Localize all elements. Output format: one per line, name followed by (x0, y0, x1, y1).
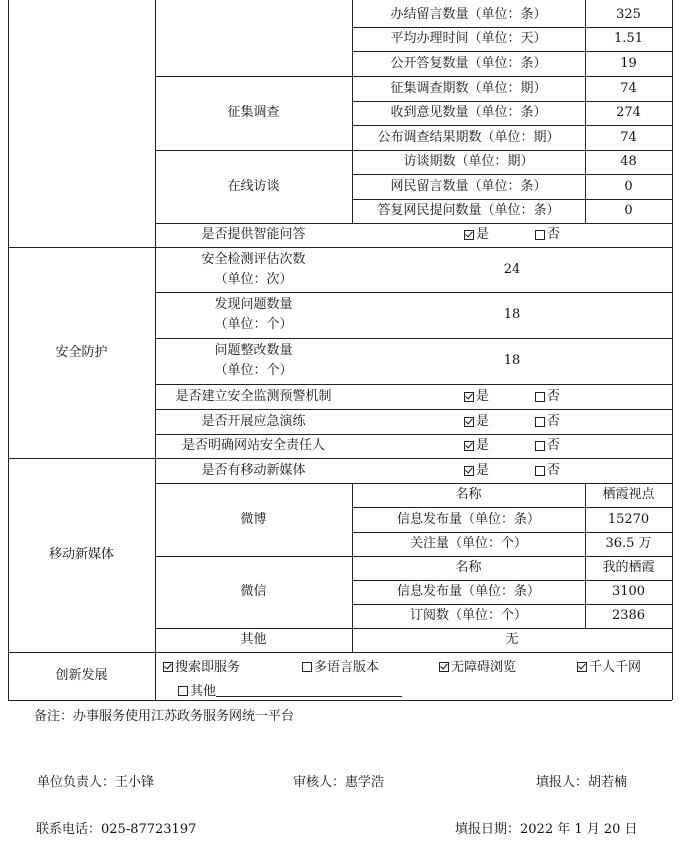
responsible-options (352, 434, 672, 458)
wechat-subs-label: 订阅数（单位：个） (409, 608, 527, 623)
no-option[interactable]: 否 (535, 462, 560, 480)
weibo-follow-label: 关注量（单位：个） (409, 536, 527, 551)
row-value: 274 (616, 105, 641, 120)
weibo-name-label: 名称 (455, 487, 482, 502)
contact-phone: 联系电话：025-87723197 (36, 822, 197, 837)
security-check-value: 24 (503, 261, 521, 277)
interview-title: 在线访谈 (227, 178, 280, 194)
row-label: 公布调查结果期数（单位：期） (377, 129, 560, 145)
drill-options (352, 409, 672, 434)
label-unit: （单位：次） (214, 271, 293, 287)
checkbox-checked-icon (577, 662, 587, 672)
row-value: 19 (620, 55, 637, 71)
yes-option[interactable]: 是 (464, 437, 489, 455)
other-media-value: 无 (505, 632, 519, 647)
checkbox-empty-icon (535, 441, 545, 451)
wechat-posts-value: 3100 (611, 584, 646, 599)
label-line: 问题整改数量 (214, 343, 293, 358)
option-label: 其他 (190, 684, 217, 699)
label-unit: （单位：个） (214, 363, 293, 378)
yes-option[interactable]: 是 (464, 413, 489, 431)
option-label: 千人千网 (589, 660, 642, 675)
security-fixed-label (155, 338, 352, 384)
row-label: 网民留言数量（单位：条） (390, 178, 547, 194)
wechat-subs-value: 2386 (611, 608, 646, 623)
checkbox-checked-icon (464, 417, 474, 427)
label-unit: （单位：个） (214, 317, 293, 332)
weibo-posts-value: 15270 (607, 511, 650, 527)
checkbox-checked-icon (439, 662, 449, 672)
no-option[interactable]: 否 (535, 437, 560, 455)
row-value: 0 (624, 203, 633, 218)
wechat-posts-label: 信息发布量（单位：条） (396, 584, 540, 599)
checkbox-checked-icon (464, 392, 474, 402)
label-line: 安全检测评估次数 (201, 251, 306, 267)
security-check-label (155, 247, 352, 292)
security-issues-label (155, 292, 352, 338)
note: 备注：办事服务使用江苏政务服务网统一平台 (34, 709, 295, 724)
row-value: 325 (616, 7, 641, 22)
reviewer: 审核人：惠学浩 (293, 775, 385, 790)
yes-option[interactable]: 是 (464, 226, 489, 244)
checkbox-empty-icon (535, 417, 545, 427)
has-media-options (352, 458, 672, 483)
checkbox-empty-icon (535, 230, 545, 240)
security-title: 安全防护 (55, 344, 108, 360)
smart-qa-options (352, 223, 672, 247)
security-fixed-value: 18 (503, 353, 521, 368)
option-label: 无障碍浏览 (451, 660, 517, 675)
no-option[interactable]: 否 (535, 388, 560, 406)
row-label: 收到意见数量（单位：条） (390, 105, 547, 120)
filler: 填报人：胡若楠 (536, 775, 628, 790)
checkbox-empty-icon (302, 662, 312, 672)
innovation-title: 创新发展 (55, 668, 108, 683)
survey-title: 征集调查 (227, 105, 280, 120)
row-value: 0 (624, 178, 633, 194)
warning-label: 是否建立安全监测预警机制 (175, 388, 332, 404)
checkbox-checked-icon (464, 466, 474, 476)
weibo-name-value: 栖霞视点 (602, 487, 655, 502)
row-label: 办结留言数量（单位：条） (390, 7, 547, 22)
unit-owner: 单位负责人：王小锋 (37, 775, 155, 790)
row-label: 访谈期数（单位：期） (403, 154, 534, 169)
row-value: 74 (620, 80, 637, 96)
label-line: 发现问题数量 (214, 297, 293, 312)
responsible-label: 是否明确网站安全责任人 (181, 438, 325, 453)
option-label: 多语言版本 (314, 660, 380, 675)
blank-line (216, 682, 402, 697)
checkbox-checked-icon (464, 230, 474, 240)
innovation-option-search[interactable] (163, 656, 240, 675)
innovation-option-personalized[interactable] (577, 656, 641, 675)
has-media-label: 是否有移动新媒体 (201, 462, 306, 478)
drill-label: 是否开展应急演练 (201, 413, 306, 429)
checkbox-checked-icon (163, 662, 173, 672)
row-label: 答复网民提问数量（单位：条） (377, 203, 560, 218)
no-option[interactable]: 否 (535, 226, 560, 244)
wechat-title: 微信 (240, 584, 267, 599)
row-value: 48 (620, 154, 637, 169)
checkbox-empty-icon (535, 466, 545, 476)
row-label: 公开答复数量（单位：条） (390, 55, 547, 71)
wechat-name-label: 名称 (455, 560, 482, 575)
checkbox-checked-icon (464, 441, 474, 451)
checkbox-empty-icon (535, 392, 545, 402)
yes-option[interactable]: 是 (464, 462, 489, 480)
wechat-name-value: 我的栖霞 (602, 560, 655, 575)
warning-options (352, 384, 672, 409)
row-label: 平均办理时间（单位：天） (390, 31, 547, 46)
checkbox-empty-icon (178, 686, 188, 696)
innovation-option-multilang[interactable] (302, 656, 379, 675)
row-value: 1.51 (614, 31, 643, 46)
innovation-option-accessibility[interactable] (439, 656, 516, 675)
option-label: 搜索即服务 (175, 660, 241, 675)
row-value: 74 (620, 129, 637, 145)
innovation-option-other[interactable] (178, 680, 402, 699)
media-title: 移动新媒体 (48, 547, 114, 562)
weibo-title: 微博 (240, 511, 267, 527)
other-media-label: 其他 (240, 632, 267, 647)
row-label: 征集调查期数（单位：期） (390, 80, 547, 96)
weibo-follow-value: 36.5 万 (605, 536, 652, 551)
smart-qa-label: 是否提供智能问答 (201, 227, 306, 242)
weibo-posts-label: 信息发布量（单位：条） (396, 511, 540, 527)
security-issues-value: 18 (503, 307, 521, 322)
no-option[interactable]: 否 (535, 413, 560, 431)
fill-date: 填报日期：2022 年 1 月 20 日 (455, 822, 638, 837)
yes-option[interactable]: 是 (464, 388, 489, 406)
